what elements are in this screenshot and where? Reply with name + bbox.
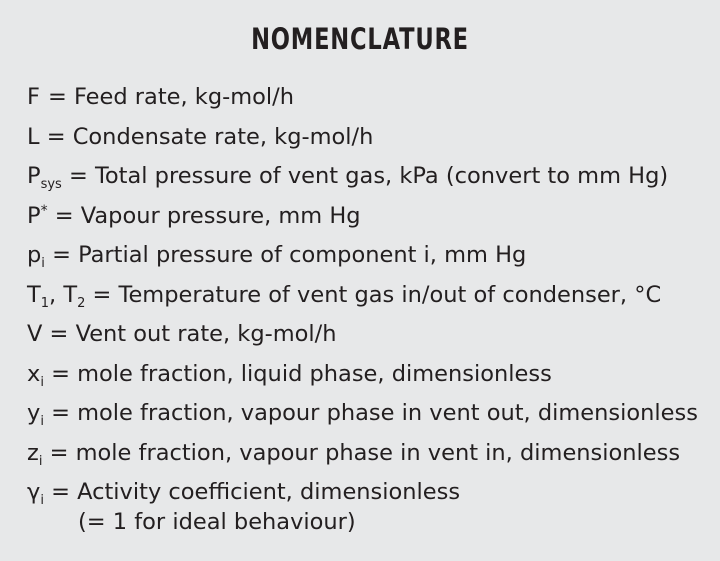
- symbol: L: [27, 123, 40, 150]
- definition: = mole fraction, vapour phase in vent in, dimensionless: [42, 439, 681, 466]
- list-item-mole-fraction-liquid: [27, 359, 707, 399]
- subscript: sys: [40, 177, 62, 192]
- subscript: i: [38, 453, 43, 469]
- symbol: p: [27, 242, 42, 268]
- list-item-activity-coefficient: [27, 477, 707, 507]
- nomenclature-list: [27, 82, 707, 541]
- subscript: i: [41, 256, 45, 271]
- symbol: z: [27, 439, 39, 466]
- list-item-feed-rate: [27, 82, 707, 122]
- list-item-vapour-pressure: [27, 201, 707, 241]
- definition: = Total pressure of vent gas, kPa (convert to mm Hg): [61, 163, 669, 189]
- list-item-partial-pressure: [27, 240, 707, 280]
- subscript: 1: [40, 295, 50, 311]
- symbol: V: [27, 321, 43, 347]
- definition: = Feed rate, kg-mol/h: [47, 84, 295, 110]
- definition: = Vapour pressure, mm Hg: [47, 202, 361, 229]
- subscript: i: [40, 493, 44, 508]
- list-item-vent-out-rate: [27, 319, 707, 359]
- subscript: i: [40, 414, 44, 429]
- symbol: x: [27, 360, 41, 387]
- superscript: *: [40, 202, 48, 219]
- symbol: y: [27, 400, 41, 426]
- symbol: P: [27, 163, 41, 189]
- list-item-temperature: [27, 280, 707, 320]
- definition: = Activity coefficient, dimensionless: [43, 479, 461, 505]
- symbol-2: , T: [49, 281, 78, 308]
- list-item-total-pressure: [27, 161, 707, 201]
- subscript-2: 2: [77, 295, 86, 311]
- definition: = Condensate rate, kg-mol/h: [39, 123, 374, 150]
- list-item-condensate-rate: [27, 122, 707, 162]
- definition: = Vent out rate, kg-mol/h: [42, 321, 337, 347]
- page-title: NOMENCLATURE: [251, 22, 469, 56]
- list-item-mole-fraction-vent-out: [27, 398, 707, 438]
- definition: = Temperature of vent gas in/out of condenser, °C: [85, 281, 662, 308]
- definition: = Partial pressure of component i, mm Hg: [44, 242, 527, 268]
- list-item-mole-fraction-vent-in: [27, 438, 707, 478]
- symbol: F: [27, 84, 40, 110]
- symbol: P: [27, 202, 41, 229]
- symbol: T: [27, 281, 41, 308]
- symbol: γ: [27, 479, 41, 505]
- activity-coefficient-note: (= 1 for ideal behaviour): [78, 509, 356, 535]
- definition: = mole fraction, liquid phase, dimensionless: [43, 360, 552, 387]
- subscript: i: [40, 374, 44, 390]
- definition: = mole fraction, vapour phase in vent out, dimensionless: [43, 400, 698, 426]
